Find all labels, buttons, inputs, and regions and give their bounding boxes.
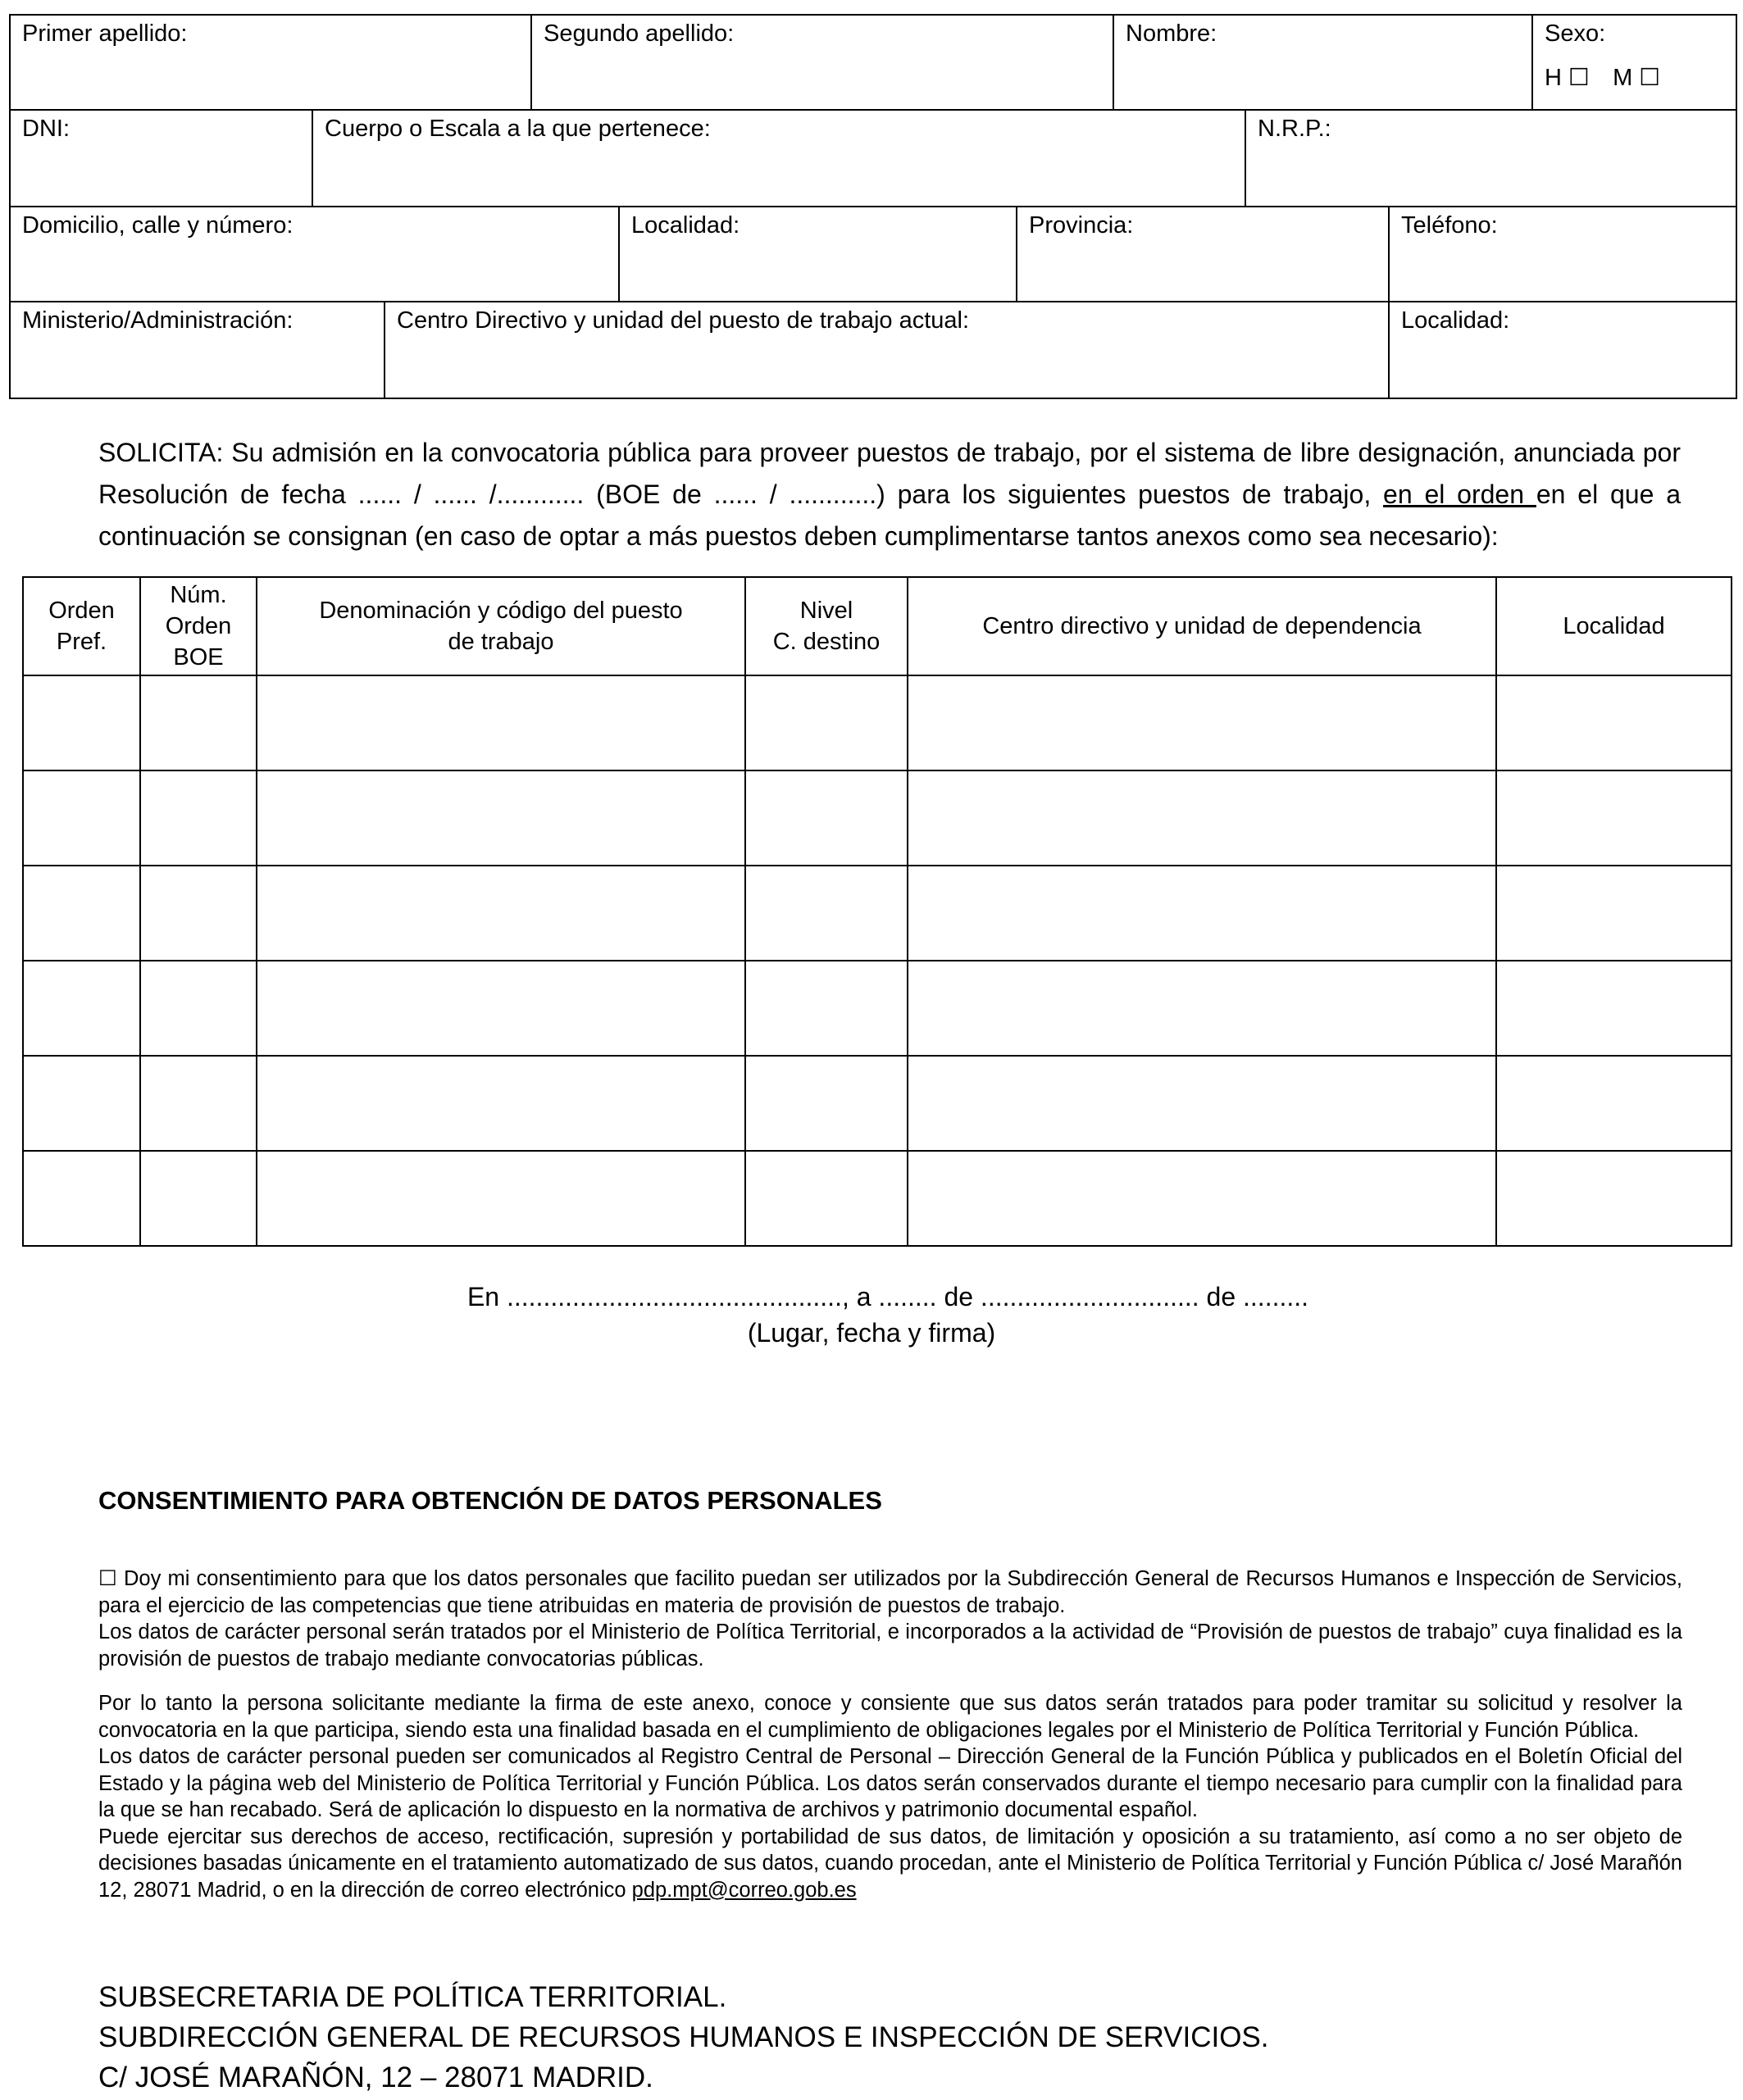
table-cell[interactable] — [140, 675, 257, 770]
table-cell[interactable] — [23, 866, 140, 961]
header-centro-directivo: Centro directivo y unidad de dependencia — [908, 577, 1496, 675]
provincia-field[interactable] — [1016, 207, 1388, 301]
segundo-apellido-label: Segundo apellido: — [544, 20, 735, 47]
consent-paragraph: Por lo tanto la persona solicitante mediante la firma de este anexo, conoce y consiente que sus datos serán tratados para poder tramitar su solicitud y resolver la convocatoria en la que participa, siendo esta una finalidad basada en el cumplimiento de obligaciones legales por el Ministerio de Política Territorial y Función Pública. — [98, 1692, 1682, 1742]
cuerpo-escala-label: Cuerpo o Escala a la que pertenece: — [325, 116, 711, 142]
personal-row-1 — [11, 16, 1736, 111]
ministerio-field[interactable] — [11, 302, 384, 398]
sexo-h-checkbox[interactable]: H ☐ — [1545, 65, 1590, 91]
table-cell[interactable] — [257, 961, 745, 1056]
table-cell[interactable] — [1496, 1151, 1732, 1246]
personal-row-3 — [11, 207, 1736, 302]
solicita-text-1: SOLICITA: Su admisión en la convocatoria pública para proveer puestos de trabajo, por el sistema de libre designación, anunciada por Resolución de fecha ...... / ...... /............ (BOE de ...... / ............) para los siguientes puestos de trabajo, — [98, 438, 1681, 509]
table-cell[interactable] — [257, 866, 745, 961]
telefono-label: Teléfono: — [1401, 212, 1498, 239]
table-row — [23, 1151, 1732, 1246]
table-cell[interactable] — [1496, 961, 1732, 1056]
table-cell[interactable] — [140, 770, 257, 866]
table-cell[interactable] — [908, 1151, 1496, 1246]
solicita-paragraph — [98, 432, 1681, 557]
table-cell[interactable] — [23, 1151, 140, 1246]
nrp-label: N.R.P.: — [1258, 116, 1331, 142]
sexo-m-checkbox[interactable]: M ☐ — [1613, 65, 1661, 91]
nombre-label: Nombre: — [1126, 20, 1217, 47]
cuerpo-escala-field[interactable] — [312, 111, 1245, 206]
table-header-row — [23, 577, 1732, 675]
table-cell[interactable] — [745, 961, 908, 1056]
domicilio-label: Domicilio, calle y número: — [22, 212, 294, 239]
table-cell[interactable] — [745, 866, 908, 961]
table-cell[interactable] — [908, 770, 1496, 866]
table-cell[interactable] — [257, 770, 745, 866]
consent-rights-text: Puede ejercitar sus derechos de acceso, rectificación, supresión y portabilidad de sus datos, de limitación y oposición a su tratamiento, así como a no ser objeto de decisiones basadas únicamente en el tratamiento automatizado de sus datos, cuando procedan, ante el Ministerio de Política Territorial y Función Pública c/ José Marañón 12, 28071 Madrid, o en la dirección de correo electrónico — [98, 1825, 1682, 1902]
table-cell[interactable] — [1496, 770, 1732, 866]
centro-directivo-actual-label: Centro Directivo y unidad del puesto de trabajo actual: — [397, 307, 970, 334]
nombre-field[interactable] — [1113, 16, 1531, 109]
localidad-label: Localidad: — [631, 212, 740, 239]
table-cell[interactable] — [745, 675, 908, 770]
solicita-text-2: en el que a continuación se consignan (en caso de optar a más puestos deben cumplimentarse tantos anexos como sea necesario): — [98, 480, 1682, 551]
table-cell[interactable] — [745, 1056, 908, 1151]
table-cell[interactable] — [908, 1056, 1496, 1151]
table-cell[interactable] — [23, 675, 140, 770]
table-row — [23, 1056, 1732, 1151]
table-cell[interactable] — [257, 1151, 745, 1246]
personal-row-2 — [11, 111, 1736, 207]
table-cell[interactable] — [908, 866, 1496, 961]
address-footer — [98, 1977, 1268, 2098]
telefono-field[interactable] — [1388, 207, 1736, 301]
centro-directivo-actual-field[interactable] — [384, 302, 1388, 398]
table-cell[interactable] — [908, 675, 1496, 770]
localidad-actual-field[interactable] — [1388, 302, 1736, 398]
signature-line[interactable]: En .............................................., a ........ de .............................. de ......... — [466, 1282, 1309, 1311]
table-cell[interactable] — [1496, 1056, 1732, 1151]
sexo-label: Sexo: — [1545, 20, 1606, 47]
table-cell[interactable] — [23, 770, 140, 866]
dni-label: DNI: — [22, 116, 70, 142]
puestos-table — [22, 576, 1732, 1247]
table-cell[interactable] — [140, 1151, 257, 1246]
address-line-2: SUBDIRECCIÓN GENERAL DE RECURSOS HUMANOS E INSPECCIÓN DE SERVICIOS. — [98, 2021, 1269, 2053]
table-cell[interactable] — [23, 961, 140, 1056]
sexo-field — [1531, 16, 1736, 109]
provincia-label: Provincia: — [1029, 212, 1134, 239]
table-cell[interactable] — [140, 961, 257, 1056]
ministerio-label: Ministerio/Administración: — [22, 307, 294, 334]
table-cell[interactable] — [908, 961, 1496, 1056]
dni-field[interactable] — [11, 111, 312, 206]
table-cell[interactable] — [140, 1056, 257, 1151]
domicilio-field[interactable] — [11, 207, 618, 301]
email-link[interactable]: pdp.mpt@correo.gob.es — [631, 1878, 857, 1902]
table-cell[interactable] — [257, 675, 745, 770]
table-row — [23, 866, 1732, 961]
table-cell[interactable] — [140, 866, 257, 961]
table-cell[interactable] — [745, 770, 908, 866]
solicita-underlined-text: en el orden — [1383, 480, 1536, 509]
consent-paragraph: Los datos de carácter personal serán tratados por el Ministerio de Política Territorial, e incorporados a la actividad de “Provisión de puestos de trabajo” cuya finalidad es la provisión de puestos de trabajo mediante convocatorias públicas. — [98, 1620, 1682, 1670]
signature-caption: (Lugar, fecha y firma) — [747, 1318, 996, 1348]
table-cell[interactable] — [257, 1056, 745, 1151]
personal-row-4 — [11, 302, 1736, 398]
table-cell[interactable] — [745, 1151, 908, 1246]
table-row — [23, 770, 1732, 866]
table-cell[interactable] — [23, 1056, 140, 1151]
header-denominacion: Denominación y código del puesto de trabajo — [257, 577, 745, 675]
header-orden-pref: Orden Pref. — [23, 577, 140, 675]
table-cell[interactable] — [1496, 675, 1732, 770]
table-row — [23, 961, 1732, 1056]
signature-block — [0, 1279, 1743, 1351]
consent-checkbox-paragraph[interactable]: ☐ Doy mi consentimiento para que los datos personales que facilito puedan ser utilizados por la Subdirección General de Recursos Humanos e Inspección de Servicios, para el ejercicio de las competencias que tiene atribuidas en materia de provisión de puestos de trabajo. — [98, 1567, 1682, 1617]
consent-paragraph: Los datos de carácter personal pueden ser comunicados al Registro Central de Personal – Dirección General de la Función Pública y publicados en el Boletín Oficial del Estado y la página web del Ministerio de Política Territorial y Función Pública. Los datos serán conservados durante el tiempo necesario para cumplir con la finalidad para la que se han recabado. Será de aplicación lo dispuesto en la normativa de archivos y patrimonio documental español. — [98, 1745, 1682, 1821]
consent-text — [98, 1566, 1682, 1903]
nrp-field[interactable] — [1245, 111, 1736, 206]
consent-paragraph-rights — [98, 1824, 1682, 1904]
segundo-apellido-field[interactable] — [530, 16, 1113, 109]
localidad-actual-label: Localidad: — [1401, 307, 1510, 334]
header-localidad: Localidad — [1496, 577, 1732, 675]
primer-apellido-label: Primer apellido: — [22, 20, 188, 47]
personal-data-form — [9, 14, 1737, 399]
primer-apellido-field[interactable] — [11, 16, 530, 109]
address-line-3: C/ JOSÉ MARAÑÓN, 12 – 28071 MADRID. — [98, 2061, 653, 2093]
address-line-1: SUBSECRETARIA DE POLÍTICA TERRITORIAL. — [98, 1981, 727, 2013]
header-nivel: Nivel C. destino — [745, 577, 908, 675]
header-num-orden-boe: Núm. Orden BOE — [140, 577, 257, 675]
localidad-field[interactable] — [618, 207, 1016, 301]
table-cell[interactable] — [1496, 866, 1732, 961]
table-row — [23, 675, 1732, 770]
consent-title: CONSENTIMIENTO PARA OBTENCIÓN DE DATOS PERSONALES — [98, 1486, 882, 1515]
